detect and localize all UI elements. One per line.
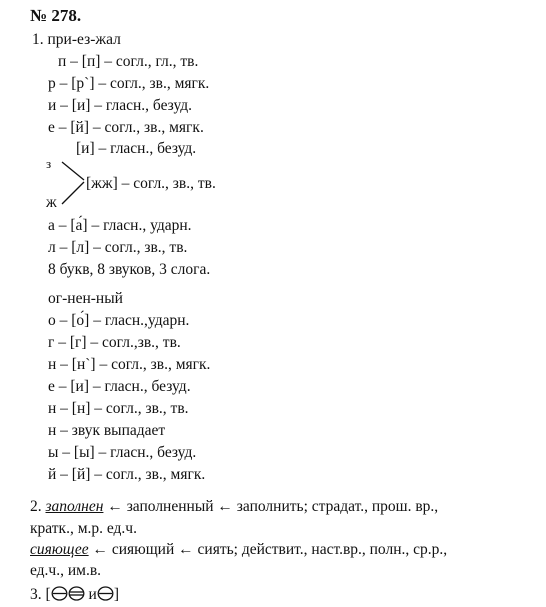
phonetic-row: г – [г] – согл.,зв., тв. [48,334,181,351]
participle-short: заполнен [45,498,104,515]
phonetic-row: п – [п] – согл., гл., тв. [58,53,199,70]
exercise-title: № 278. [30,6,82,25]
phonetic-row: н – [н] – согл., зв., тв. [48,400,189,417]
section2-number: 2. [30,498,42,515]
section2-line4: ед.ч., им.в. [30,562,102,579]
section2-line1 [30,498,438,516]
derivation-chain-1: ← заполненный ← заполнить; страдат., прош. вр., [107,498,439,515]
circled-participle-icon [97,586,114,601]
phonetic-row: ы – [ы] – гласн., безуд. [48,444,197,461]
phonetic-row: й – [й] – согл., зв., мягк. [48,466,206,483]
circled-participle-icon [51,586,68,601]
branch-letter-bottom: ж [46,194,57,211]
section2-line3 [30,541,447,559]
phonetic-row: р – [р`] – согл., зв., мягк. [48,75,210,92]
section3-number: 3. [30,586,42,603]
phonetic-row: н – звук выпадает [48,422,166,439]
bracket-open: [ [45,586,51,603]
phonetic-row: е – [и] – гласн., безуд. [48,378,191,395]
word1-summary: 8 букв, 8 звуков, 3 слога. [48,261,211,278]
word2-syllables: ог-нен-ный [48,290,123,307]
section2-line2: кратк., м.р. ед.ч. [30,520,137,537]
phonetic-row: а – [а́] – гласн., ударн. [48,217,192,234]
word1-syllables: 1. при-ез-жал [32,31,121,48]
phonetic-row: л – [л] – согл., зв., тв. [48,239,188,256]
participle-full: сияющее [30,541,89,558]
phonetic-row: о – [о́] – гласн.,ударн. [48,312,190,329]
bracket-close: ] [113,586,120,603]
circled-participle-double-icon [68,586,85,601]
phonetic-row: и – [и] – гласн., безуд. [48,97,192,114]
phonetic-row: [и] – гласн., безуд. [76,140,197,157]
phonetic-row: н – [н`] – согл., зв., мягк. [48,356,211,373]
derivation-chain-2: ← сияющий ← сиять; действит., наст.вр., полн., ср.р., [92,541,448,558]
conjunction: и [88,586,97,603]
section3-scheme [30,586,119,604]
branch-letter-top: з [46,156,52,171]
phonetic-row: е – [й] – согл., зв., мягк. [48,119,204,136]
branch-result: [жж] – согл., зв., тв. [86,175,216,192]
